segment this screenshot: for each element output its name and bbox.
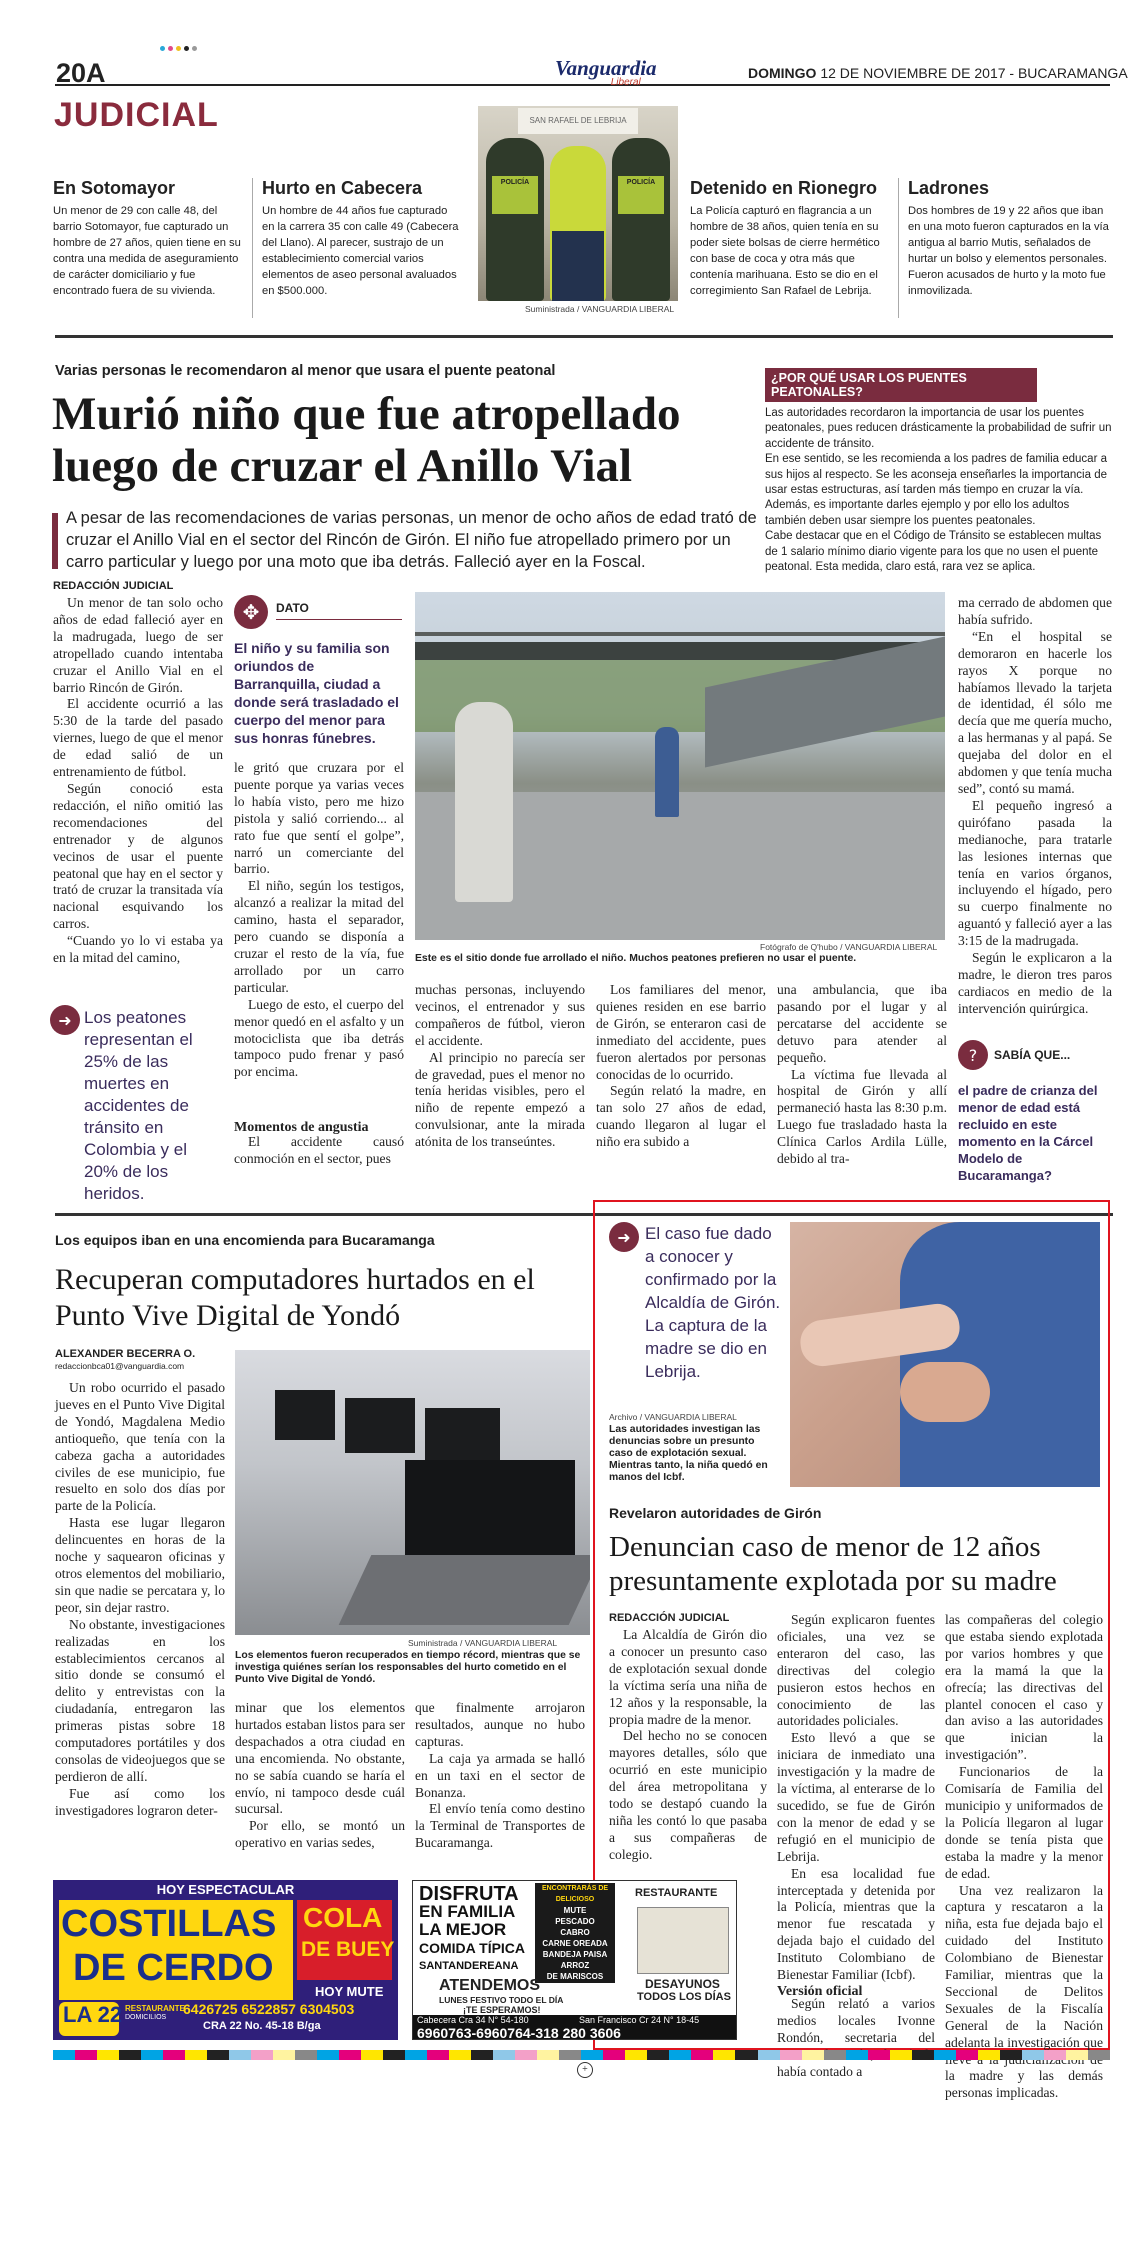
brief-divider (252, 178, 253, 318)
arrow-icon: ➜ (609, 1222, 639, 1252)
briefs-photo-credit: Suministrada / VANGUARDIA LIBERAL (525, 304, 675, 314)
story2-col3 (415, 1700, 585, 1852)
paragraph: El accidente ocurrió a las 5:30 de la tarde del pasado viernes, luego de que el menor de edad salió de un entrenamiento de fútbol. (53, 696, 223, 780)
story3-byline: REDACCIÓN JUDICIAL (609, 1612, 730, 1624)
color-swatch (163, 2050, 185, 2060)
man-walking (655, 727, 679, 817)
color-swatch (1088, 2050, 1110, 2060)
dato-text: El niño y su familia son oriundos de Barranquilla, ciudad a donde será trasladado el cuerpo del menor para sus honras fúnebres. (234, 640, 399, 746)
color-swatch (581, 2050, 603, 2060)
arrow-icon: ➜ (50, 1005, 80, 1035)
story2-col1 (55, 1380, 225, 1820)
color-swatch (780, 2050, 802, 2060)
paragraph: Luego de esto, el cuerpo del menor quedó en el asfalto y un motociclista que iba detrás tampoco pudo frenar y pasó por encima. (234, 996, 404, 1080)
dato-box (234, 595, 404, 745)
ad2-logo (637, 1907, 729, 1974)
dato-label: DATO (276, 601, 309, 615)
paragraph: le gritó que cruzara por el puente porque ya varias veces lo había visto, pero me hizo pistola y salió corriendo... al rato fue que sentí el golpe”, narró un comerciante del barrio. (234, 760, 404, 877)
ad2-menu-item: PESCADO (555, 1917, 595, 1926)
page-date: DOMINGO 12 DE NOVIEMBRE DE 2017 - BUCARAMANGA (748, 65, 1128, 81)
ad1-right1: COLA (303, 1902, 383, 1933)
story3-headline: Denuncian caso de menor de 12 años presuntamente explotada por su madre (609, 1531, 1057, 1597)
ad2-attend-sub: LUNES FESTIVO TODO EL DÍA (439, 1995, 564, 2005)
color-swatch (75, 2050, 97, 2060)
masthead-logo: Vanguardia Liberal (555, 56, 657, 88)
color-swatch (978, 2050, 1000, 2060)
paragraph: “En el hospital se demoraron en hacerle los rayos X porque no habíamos llevado la tarjeta de identidad, él sólo me decía que me quería mucho, a las hermanas y al papá. Se quejaba del dolor en el abdomen y que tenía mucha sed”, contó su mamá. (958, 628, 1112, 796)
section-rule (55, 335, 1113, 338)
paragraph: La Alcaldía de Girón dio a conocer un presunto caso de explotación sexual donde la víctima sería una niña de 12 años y la responsable, la propia madre de la menor. (609, 1627, 767, 1727)
compass-icon: ✥ (234, 595, 268, 629)
laptop-front (405, 1460, 575, 1560)
man-phone (455, 702, 513, 902)
page-number: 20A (56, 58, 106, 88)
paragraph: La caja ya armada se halló en un taxi en el sector de Bonanza. (415, 1750, 585, 1800)
color-swatch (273, 2050, 295, 2060)
story1-col2b (234, 1134, 404, 1168)
color-swatch (956, 2050, 978, 2060)
story1-subhead: Momentos de angustia (234, 1120, 369, 1135)
color-swatch (1066, 2050, 1088, 2060)
paragraph: La víctima fue llevada al hospital de Girón y allí permaneció hasta las 8:30 p.m. Luego fue trasladado hasta la Clínica Carlos Ardila Lülle, debido al tra- (777, 1066, 947, 1167)
paragraph: muchas personas, incluyendo vecinos, el entrenador y sus compañeros de fútbol, vieron el accidente. (415, 982, 585, 1048)
color-swatch (405, 2050, 427, 2060)
story1-headline: Murió niño que fue atropellado luego de cruzar el Anillo Vial (52, 388, 681, 492)
brief-divider (898, 178, 899, 318)
laptops-photo-credit: Suministrada / VANGUARDIA LIBERAL (408, 1638, 558, 1648)
ad1-today: HOY MUTE (315, 1984, 384, 1999)
story1-lead-marker (52, 513, 58, 569)
color-swatch (824, 2050, 846, 2060)
color-swatch (559, 2050, 581, 2060)
paragraph: Según le explicaron a la madre, le dieron tres paros cardiacos en medio de la intervención quirúrgica. (958, 950, 1112, 1016)
color-swatch (383, 2050, 405, 2060)
paragraph: que finalmente arrojaron resultados, aunque no hubo capturas. (415, 1700, 585, 1749)
color-swatch (449, 2050, 471, 2060)
ad2-restaurante: RESTAURANTE (635, 1887, 718, 1899)
color-swatch (317, 2050, 339, 2060)
story2-email: redaccionbca01@vanguardia.com (55, 1361, 185, 1371)
color-swatch (361, 2050, 383, 2060)
ad2-wait: ¡TE ESPERAMOS! (463, 2005, 541, 2015)
ad-disfruta[interactable] (412, 1880, 737, 2040)
ad2-desayunos: DESAYUNOS (645, 1977, 720, 1991)
officer-left (486, 138, 544, 301)
color-swatch (427, 2050, 449, 2060)
story1-col4 (596, 982, 766, 1151)
ad1-line2: DE CERDO (73, 1947, 274, 1989)
story3-col3 (945, 1612, 1103, 2102)
laptops-photo (235, 1350, 590, 1635)
ad-costillas[interactable] (53, 1880, 398, 2040)
color-swatch (1000, 2050, 1022, 2060)
paragraph: Según conoció esta redacción, el niño omitió las recomendaciones del entrenador y de algunos vecinos de usar el puente peatonal que hay en el sector y trató de cruzar la transitada vía nacional esquivando los carros. (53, 780, 223, 932)
color-swatch (1022, 2050, 1044, 2060)
brief-ladrones: Ladrones Dos hombres de 19 y 22 años que iban en una moto fueron capturados en la vía antigua al barrio Mutis, señalados de hurtar un bolso y elementos personales. Fueron acusados de hurto y la moto fue inmovilizada. (908, 178, 1109, 297)
ad2-menu-item: MUTE (563, 1906, 587, 1915)
color-swatch (691, 2050, 713, 2060)
color-swatch (934, 2050, 956, 2060)
laptop-2 (345, 1398, 415, 1453)
paragraph: Del hecho no se conocen mayores detalles, sólo que ocurrió en este municipio del área metropolitana y todo se destapó cuando la niña les contó lo que pasaba a sus compañeras de colegio. (609, 1728, 767, 1862)
hands-photo (790, 1222, 1100, 1487)
color-swatch (758, 2050, 780, 2060)
sabia-label: SABÍA QUE... (994, 1048, 1071, 1062)
story1-col5 (777, 982, 947, 1168)
vest-left: POLICÍA (492, 176, 538, 214)
paragraph: El accidente causó conmoción en el sector, pues (234, 1134, 404, 1166)
color-swatch (1044, 2050, 1066, 2060)
color-swatch (97, 2050, 119, 2060)
hands-photo-caption: Las autoridades investigan las denuncias sobre un presunto caso de explotación sexual. Mientras tanto, la niña quedó en manos del Icbf. (609, 1424, 768, 1483)
color-swatch (537, 2050, 559, 2060)
bridge-photo (415, 592, 945, 940)
story1-pullquote: Los peatones representan el 25% de las muertes en accidentes de tránsito en Colombia y el 20% de los heridos. (84, 1008, 193, 1203)
paragraph: Los familiares del menor, quienes residen en ese barrio de Girón, se enteraron casi de inmediato del accidente, pues fueron alertados por personas conocidas de lo ocurrido. (596, 982, 766, 1082)
paragraph: las compañeras del colegio que estaba siendo explotada por varios hombres y que era la mamá la que la ofrecía; las directivas del plantel conocen el caso y dan aviso a las autoridades que inician la investigación”. (945, 1612, 1103, 1763)
ad2-menu-item: DE MARISCOS (546, 1972, 604, 1981)
officer-right (612, 138, 670, 301)
story3-pullquote: El caso fue dado a conocer y confirmado por la Alcaldía de Girón. La captura de la madre se dio en Lebrija. (645, 1224, 781, 1381)
color-swatch (515, 2050, 537, 2060)
paragraph: ma cerrado de abdomen que había sufrido. (958, 595, 1112, 627)
color-swatch (603, 2050, 625, 2060)
ad1-top: HOY ESPECTACULAR (156, 1882, 295, 1897)
color-swatch (669, 2050, 691, 2060)
color-swatch (625, 2050, 647, 2060)
ad1-right2: DE BUEY (301, 1938, 395, 1961)
color-swatch (868, 2050, 890, 2060)
ad2-menu-item: ARROZ (560, 1961, 590, 1970)
paragraph: Una vez realizaron la captura y rescataron a la niña, esta fue dejada bajo el cuidado del Instituto Colombiano de Bienestar Familiar, mientras que la Seccional de Delitos Sexuales de la Fiscalía General de la Nación adelanta la investigación que la madre y las demás personas implicadas. (945, 1882, 1103, 2101)
sabia-text: el padre de crianza del menor de edad está recluido en este momento en la Cárcel Modelo de Bucaramanga? (958, 1083, 1098, 1183)
story2-col2 (235, 1700, 405, 1852)
story1-col1 (53, 595, 223, 967)
paragraph: El pequeño ingresó a quirófano pasada la medianoche, para tratarle las lesiones internas que tenía en varios órganos, incluyendo el hígado, pero su cuerpo finalmente no aguantó y falleció ayer a las 3:15 de la madrugada. (958, 797, 1112, 949)
paragraph: En esa localidad fue interceptada y detenida por la Policía, mientras que la menor fue rescatada y dejada bajo el cuidado del Instituto Colombiano de Bienestar Familiar (Icbf). (777, 1865, 935, 1983)
ad1-domicilios: DOMICILIOS (125, 2014, 167, 2021)
vest-right: POLICÍA (618, 176, 664, 214)
station-sign: SAN RAFAEL DE LEBRIJA (518, 108, 638, 134)
paragraph: “Cuando yo lo vi estaba ya en la mitad del camino, (53, 933, 223, 966)
ad2-menu-panel (535, 1883, 615, 1983)
bridge-photo-caption: Este es el sitio donde fue arrollado el niño. Muchos peatones prefieren no usar el puente. (415, 953, 857, 964)
story1-col6 (958, 595, 1112, 1018)
ad1-address: CRA 22 No. 45-18 B/ga (203, 2020, 321, 2032)
laptop-1 (275, 1390, 335, 1440)
paragraph: Cabe destacar que en el Código de Tránsito se establecen multas de 1 salario mínimo diario vigente para los que no usen el puente peatonal. Esta medida, claro está, rara vez se aplica. (765, 530, 1102, 574)
color-swatch (251, 2050, 273, 2060)
paragraph: Fue así como los investigadores lograron deter- (55, 1785, 225, 1818)
paragraph: Las autoridades recordaron la importancia de usar los puentes peatonales, pues reducen drásticamente la probabilidad de sufrir un accidente de tránsito. (765, 407, 1112, 450)
ad2-addr1: Cabecera Cra 34 N° 54-180 (417, 2015, 529, 2025)
ad2-phones: 6960763-6960764-318 280 3606 (417, 2025, 621, 2040)
paragraph: El niño, según los testigos, alcanzó a realizar la mitad del camino, hasta el separador, pero cuando se disponía a cruzar el resto de la vía, fue arrollado por un carro particular. (234, 878, 404, 995)
paragraph: Según relató a varios medios locales Ivonne Rondón, secretaria del había contado a (777, 1996, 935, 2079)
paragraph: Funcionarios de la Comisaría de Familia del municipio y uniformados de la Policía llegaron al lugar donde se tenía pista que estaba la madre y la menor de edad. (945, 1764, 1103, 1881)
ad2-menu-item: BANDEJA PAISA (542, 1950, 608, 1959)
paragraph: minar que los elementos hurtados estaban listos para ser despachados a otra ciudad en una encomienda. No obstante, no se sabía cuando se haría el envío, ni tampoco desde cuál sucursal. (235, 1700, 405, 1817)
brief-cabecera: Hurto en Cabecera Un hombre de 44 años fue capturado en la carrera 35 con calle 49 (Cabecera del Llano). Al parecer, sustrajo de un establecimiento comercial varios elementos de aseo personal avaluados en $500.000. (262, 178, 459, 297)
question-icon: ? (958, 1040, 988, 1070)
ad1-phones: 6426725 6522857 6304503 (183, 2001, 355, 2017)
color-swatch (471, 2050, 493, 2060)
paragraph: Un robo ocurrido el pasado jueves en el Punto Vive Digital de Yondó, Magdalena Medio antioqueño, que tenía con la cabeza gacha a autoridades civiles de ese municipio, fue resuelto en solo dos días por parte de la Policía. (55, 1380, 225, 1514)
laptop-keyboard (339, 1555, 590, 1625)
paragraph: una ambulancia, que iba pasando por el lugar y al percatarse del accidente se detuvo para atender al pequeño. (777, 982, 947, 1065)
story3-col2 (777, 1612, 935, 1984)
laptops-photo-caption: Los elementos fueron recuperados en tiempo récord, mientras que se investiga quiénes serían los responsables del hurto cometido en el Punto Vive Digital de Yondó. (235, 1650, 581, 1685)
ad1-brand: LA 22 (63, 2002, 123, 2027)
story2-headline: Recuperan computadores hurtados en el Punto Vive Digital de Yondó (55, 1263, 535, 1332)
registration-mark-icon: + (577, 2062, 593, 2078)
ad2-menu-title: ENCONTRARÁS DE DELICIOSO (541, 1885, 609, 1903)
story1-col2 (234, 760, 404, 1081)
section-title: JUDICIAL (54, 96, 219, 134)
color-swatch (846, 2050, 868, 2060)
story3-col1 (609, 1627, 767, 1864)
hands-photo-credit: Archivo / VANGUARDIA LIBERAL (609, 1412, 737, 1422)
child-hands (900, 1362, 990, 1422)
paragraph: El envío tenía como destino la Terminal de Transportes de Bucaramanga. (415, 1801, 585, 1851)
sidebar-title: ¿POR QUÉ USAR LOS PUENTES PEATONALES? (765, 368, 1037, 402)
brief-rionegro: Detenido en Rionegro La Policía capturó en flagrancia a un hombre de 38 años, quien tenía en su poder siete bolsas de cierre hermético con base de coca y otra más que contenía marihuana. Esto se dio en el corregimiento San Rafael de Lebrija. (690, 178, 880, 297)
story1-col3 (415, 982, 585, 1151)
paragraph: Un menor de tan solo ocho años de edad falleció ayer en la madrugada, luego de ser atropellado cuando intentaba cruzar el Anillo Vial en el barrio Rincón de Girón. (53, 595, 223, 695)
paragraph: Hasta ese lugar llegaron delincuentes en horas de la noche y saquearon oficinas y otros elementos del mobiliario, sin que nadie se percatara y, lo peor, sin dejar rastro. (55, 1515, 225, 1615)
story3-col2b (777, 1996, 935, 2081)
sidebar-text (765, 406, 1112, 575)
ad2-attend: ATENDEMOS (439, 1977, 541, 1994)
detainee-pants (552, 231, 604, 301)
bridge-rail (415, 632, 945, 636)
story1-lead: A pesar de las recomendaciones de varias personas, un menor de ocho años de edad trató de cruzar el Anillo Vial en el sector del Rincón de Girón. El niño fue atropellado primero por un carro particular y luego por una moto que iba detrás. Falleció ayer en la Foscal. (66, 509, 757, 571)
laptop-3 (425, 1408, 500, 1468)
ad2-headline: DISFRUTA EN FAMILIA LA MEJOR COMIDA TÍPICA SANTANDEREANA (419, 1883, 526, 1972)
color-swatch (53, 2050, 75, 2060)
ad1-line1: COSTILLAS (61, 1903, 277, 1945)
ad2-todos: TODOS LOS DÍAS (637, 1991, 731, 2003)
color-swatch (647, 2050, 669, 2060)
color-swatch (185, 2050, 207, 2060)
ad2-addr2: San Francisco Cr 24 N° 18-45 (579, 2015, 700, 2025)
ad1-brand-sub: RESTAURANTE (125, 2004, 185, 2013)
color-swatch (141, 2050, 163, 2060)
color-swatch (295, 2050, 317, 2060)
story2-kicker: Los equipos iban en una encomienda para Bucaramanga (55, 1232, 435, 1248)
story3-subhead: Versión oficial (777, 1984, 863, 1999)
color-swatch (119, 2050, 141, 2060)
story1-byline: REDACCIÓN JUDICIAL (53, 580, 174, 592)
paragraph: No obstante, investigaciones realizadas en los establecimientos cercanos al sitio donde se consumó el delito y entrevistas con la ciudadanía, entregaron las primeras pistas sobre 18 computadores portátiles y dos consolas de videojuegos que se perdieron de allí. (55, 1616, 225, 1784)
color-swatch (339, 2050, 361, 2060)
story3-kicker: Revelaron autoridades de Girón (609, 1505, 822, 1521)
color-swatch (890, 2050, 912, 2060)
ad2-menu-item: CABRO (560, 1928, 590, 1937)
ad2-menu-item: CARNE OREADA (542, 1939, 608, 1948)
sidebar-puentes (765, 368, 1112, 578)
police-arrest-photo (478, 106, 678, 301)
story1-kicker: Varias personas le recomendaron al menor que usara el puente peatonal (55, 363, 556, 379)
paragraph: Esto llevó a que se iniciara de inmediato una investigación y la madre de la víctima, al enterarse de lo sucedido, se fue de Girón con la menor de edad y se refugió en el municipio de Lebrija. (777, 1730, 935, 1864)
paragraph: Según explicaron fuentes oficiales, una vez se enteraron del caso, las directivas del colegio pusieron estos hechos en conocimiento de las autoridades policiales. (777, 1612, 935, 1729)
paragraph: Por ello, se montó un operativo en varias sedes, (235, 1818, 405, 1851)
color-swatch (229, 2050, 251, 2060)
color-swatch (493, 2050, 515, 2060)
color-swatch (207, 2050, 229, 2060)
girl-dress (900, 1222, 1100, 1487)
story2-byline: ALEXANDER BECERRA O. (55, 1348, 196, 1360)
brief-sotomayor: En Sotomayor Un menor de 29 con calle 48, del barrio Sotomayor, fue capturado un hombre de 27 años, quien tiene en su contra una medida de aseguramiento de carácter domiciliario y fue encontrado fuera de su vivienda. (53, 178, 241, 297)
paragraph: En ese sentido, se les recomienda a los padres de familia educar a sus hijos al respecto. Se les aconseja enseñarles la importancia de usar estas estructuras, así tarden más tiempo en cruzar la vía. Además, es importante darles ejemplo y por ello los adultos también deben usar siempre los puentes peatonales. (765, 453, 1108, 527)
color-swatch (912, 2050, 934, 2060)
paragraph: Según relató la madre, en tan solo 27 años de edad, cuando llegaron al lugar el niño era subido a (596, 1083, 766, 1150)
color-swatch (802, 2050, 824, 2060)
color-swatch (735, 2050, 757, 2060)
registration-dots (160, 38, 200, 56)
paragraph: Al principio no parecía ser de gravedad, pues el menor no tenía heridas visibles, pero el niño de repente empezó a convulsionar, ante la mirada atónita de los transeúntes. (415, 1049, 585, 1150)
color-registration-bar (53, 2050, 1110, 2060)
color-swatch (713, 2050, 735, 2060)
bridge-photo-credit: Fotógrafo de Q'hubo / VANGUARDIA LIBERAL (760, 942, 938, 952)
